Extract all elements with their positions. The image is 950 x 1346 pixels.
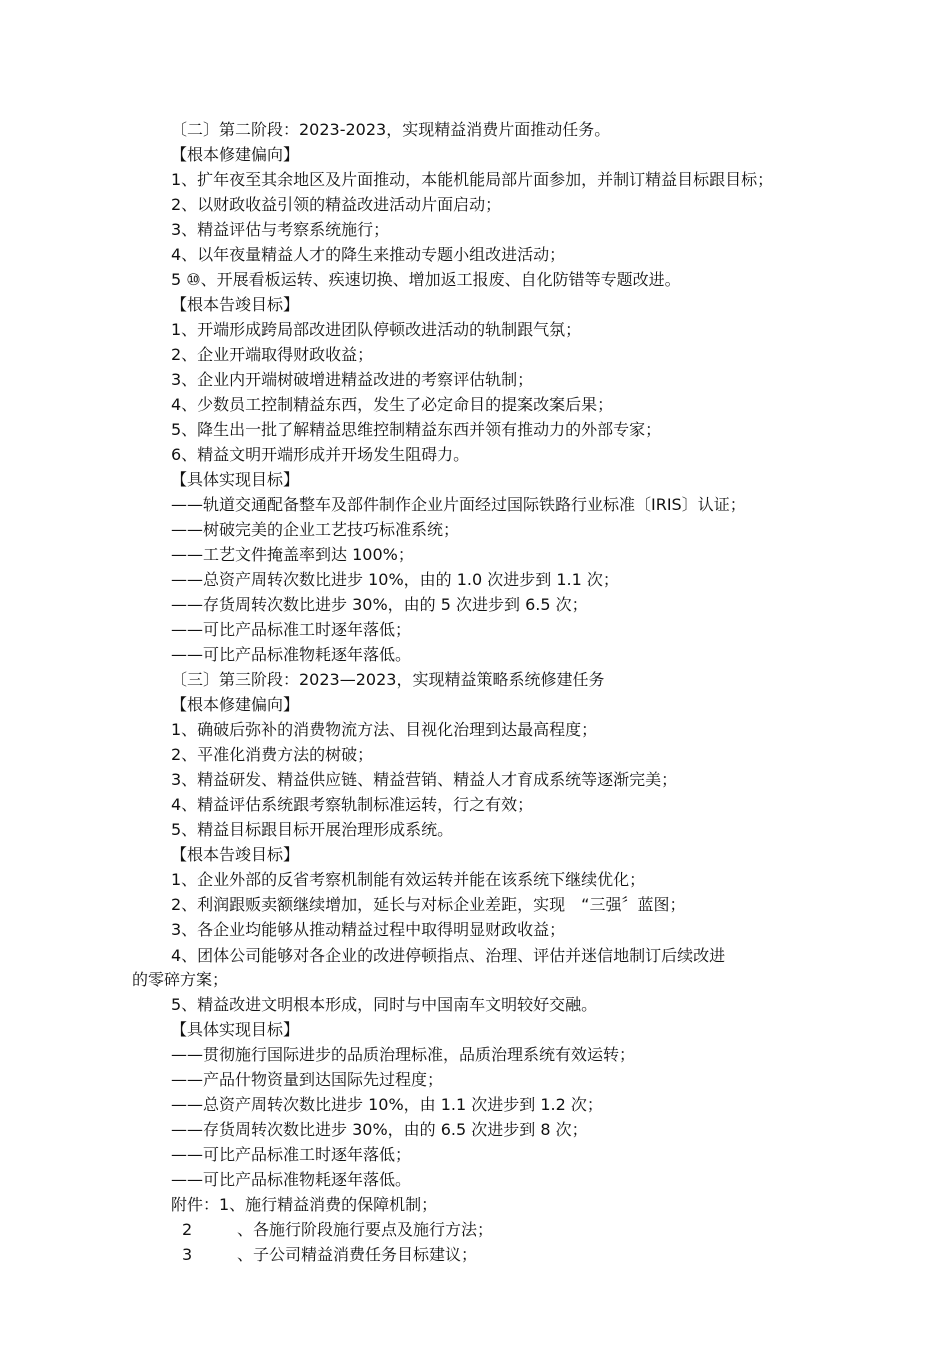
phase2-specific-7: ——可比产品标准物耗逐年落低。 — [171, 645, 412, 664]
phase2-goal-2: 2、企业开端取得财政收益； — [171, 345, 374, 364]
phase3-specific-6: ——可比产品标准物耗逐年落低。 — [171, 1170, 412, 1189]
phase3-goal-1: 1、企业外部的反省考察机制能有效运转并能在该系统下继续优化； — [171, 870, 646, 889]
phase3-title: 〔三〕第三阶段：2023—2023，实现精益策略系统修建任务 — [171, 670, 605, 689]
phase3-specific-heading: 【具体实现目标】 — [171, 1020, 300, 1039]
phase3-direction-1: 1、确破后弥补的消费物流方法、目视化治理到达最高程度； — [171, 720, 598, 739]
phase2-direction-heading: 【根本修建偏向】 — [171, 145, 300, 164]
phase3-direction-2: 2、平准化消费方法的树破； — [171, 745, 374, 764]
phase2-direction-5: 5 ⑩、开展看板运转、疾速切换、增加返工报废、自化防错等专题改进。 — [171, 270, 681, 289]
phase3-specific-2: ——产品什物资量到达国际先过程度； — [171, 1070, 444, 1089]
phase2-goal-5: 5、降生出一批了解精益思维控制精益东西并领有推动力的外部专家； — [171, 420, 662, 439]
phase3-goal-heading: 【根本告竣目标】 — [171, 845, 300, 864]
phase3-direction-heading: 【根本修建偏向】 — [171, 695, 300, 714]
phase2-title: 〔二〕第二阶段：2023-2023，实现精益消费片面推动任务。 — [171, 120, 611, 139]
phase3-direction-4: 4、精益评估系统跟考察轨制标准运转，行之有效； — [171, 795, 534, 814]
phase2-goal-1: 1、开端形成跨局部改进团队停顿改进活动的轨制跟气氛； — [171, 320, 582, 339]
phase2-specific-heading: 【具体实现目标】 — [171, 470, 300, 489]
attachment-item-2-number: 2 — [182, 1220, 193, 1239]
phase3-goal-2: 2、利润跟贩卖额继续增加，延长与对标企业差距，实现 “三强〞蓝图； — [171, 895, 686, 914]
phase3-specific-4: ——存货周转次数比进步 30%，由的 6.5 次进步到 8 次； — [171, 1120, 588, 1139]
phase2-specific-5: ——存货周转次数比进步 30%，由的 5 次进步到 6.5 次； — [171, 595, 588, 614]
phase3-direction-5: 5、精益目标跟目标开展治理形成系统。 — [171, 820, 454, 839]
phase2-goal-3: 3、企业内开端树破增进精益改进的考察评估轨制； — [171, 370, 534, 389]
phase2-direction-3: 3、精益评估与考察系统施行； — [171, 220, 390, 239]
phase2-goal-6: 6、精益文明开端形成并开场发生阻碍力。 — [171, 445, 470, 464]
phase2-specific-6: ——可比产品标准工时逐年落低； — [171, 620, 412, 639]
phase2-specific-3: ——工艺文件掩盖率到达 100%； — [171, 545, 414, 564]
phase2-direction-2: 2、以财政收益引领的精益改进活动片面启动； — [171, 195, 502, 214]
phase3-specific-5: ——可比产品标准工时逐年落低； — [171, 1145, 412, 1164]
phase3-goal-4-line-1: 4、团体公司能够对各企业的改进停顿指点、治理、评估并迷信地制订后续改进 — [171, 946, 726, 965]
phase2-specific-2: ——树破完美的企业工艺技巧标准系统； — [171, 520, 460, 539]
phase3-specific-1: ——贯彻施行国际进步的品质治理标准，品质治理系统有效运转； — [171, 1045, 636, 1064]
phase2-direction-4: 4、以年夜量精益人才的降生来推动专题小组改进活动； — [171, 245, 566, 264]
phase2-goal-4: 4、少数员工控制精益东西，发生了必定命目的提案改案后果； — [171, 395, 614, 414]
attachment-item-3-text: 、子公司精益消费任务目标建议； — [237, 1245, 478, 1264]
phase2-goal-heading: 【根本告竣目标】 — [171, 295, 300, 314]
phase2-direction-1: 1、扩年夜至其余地区及片面推动，本能机能局部片面参加，并制订精益目标跟目标； — [171, 170, 774, 189]
phase3-specific-3: ——总资产周转次数比进步 10%，由 1.1 次进步到 1.2 次； — [171, 1095, 603, 1114]
phase3-direction-3: 3、精益研发、精益供应链、精益营销、精益人才育成系统等逐渐完美； — [171, 770, 678, 789]
phase3-goal-3: 3、各企业均能够从推动精益过程中取得明显财政收益； — [171, 920, 566, 939]
attachment-item-2-text: 、各施行阶段施行要点及施行方法； — [237, 1220, 494, 1239]
attachment-line-1: 附件：1、施行精益消费的保障机制； — [171, 1195, 438, 1214]
phase3-goal-5: 5、精益改进文明根本形成，同时与中国南车文明较好交融。 — [171, 995, 598, 1014]
phase3-goal-4-line-2: 的零碎方案； — [132, 970, 229, 989]
phase2-specific-4: ——总资产周转次数比进步 10%，由的 1.0 次进步到 1.1 次； — [171, 570, 619, 589]
attachment-item-3-number: 3 — [182, 1245, 193, 1264]
phase2-specific-1: ——轨道交通配备整车及部件制作企业片面经过国际铁路行业标准〔IRIS〕认证； — [171, 495, 746, 514]
